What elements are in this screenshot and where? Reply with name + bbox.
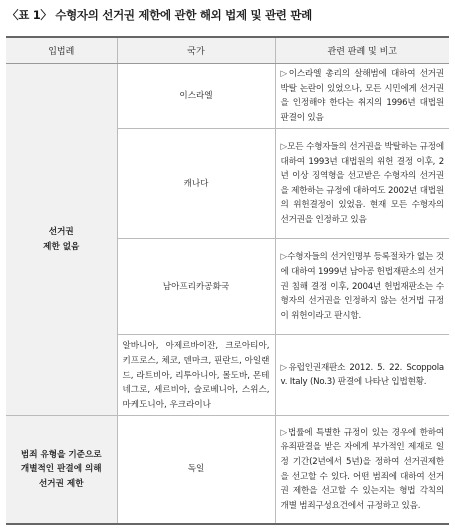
note-cell bbox=[275, 335, 449, 416]
category-no-restriction bbox=[6, 64, 117, 416]
note-text: 수형자들의 선거인명부 등록절차가 없는 것에 대하여 1999년 남아공 헌법재판소의 선거권 침해 결정 이후, 2004년 헌법재판소는 수형자의 선거권을 인정하지 않는 선거법 규정이 위헌이라고 판시함. bbox=[280, 252, 444, 321]
column-header-legislation: 입법례 bbox=[6, 37, 117, 64]
country-cell: 캐나다 bbox=[117, 129, 275, 239]
country-list-cell: 알바니아, 아제르바이잔, 크로아티아, 키프로스, 체코, 덴마크, 핀란드, 아일랜드, 라트비아, 리투아니아, 몰도바, 몬테네그로, 세르비아, 슬로베니아, 스위스, 마케도니아, 우크라이나 bbox=[117, 335, 275, 416]
column-header-country: 국가 bbox=[117, 37, 275, 64]
country-cell: 독일 bbox=[117, 416, 275, 524]
table-row bbox=[6, 64, 449, 129]
table-row bbox=[6, 416, 449, 524]
note-text: 이스라엘 총리의 살해범에 대하여 선거권 박탈 논란이 있었으나, 모든 시민에게 선거권을 인정해야 한다는 취지의 1996년 대법원 판결이 있음 bbox=[280, 69, 444, 123]
arrow-marker-icon: ▷ bbox=[280, 252, 288, 263]
table-title: 〈표 1〉 수형자의 선거권 제한에 관한 해외 법제 및 관련 판례 bbox=[7, 8, 312, 22]
law-comparison-table bbox=[6, 36, 449, 525]
note-cell bbox=[275, 416, 449, 524]
note-text: 유럽인권재판소 2012. 5. 22. Scoppola v. Italy (No.3) 판결에 나타난 입법현황. bbox=[280, 362, 444, 388]
arrow-marker-icon: ▷ bbox=[280, 362, 289, 373]
note-cell bbox=[275, 129, 449, 239]
note-cell bbox=[275, 239, 449, 335]
note-text: 모든 수형자들의 선거권을 박탈하는 규정에 대하여 1993년 대법원의 위헌 결정 이후, 2년 이상 징역형을 선고받은 수형자의 선거권을 제한하는 규정에 대하여도 2002년 대법원의 위헌결정이 있었음. 현재 모든 수형자의 선거권을 인정하고 있음 bbox=[280, 142, 444, 226]
category-label: 범죄 유형을 기준으로 개별적인 판결에 의해 선거권 제한 bbox=[20, 449, 102, 489]
arrow-marker-icon: ▷ bbox=[280, 427, 289, 438]
note-text: 법률에 특별한 규정이 있는 경우에 한하여 유죄판결을 받은 자에게 부가적인 제재로 일정 기간(2년에서 5년)을 정하여 선거권제한을 선고할 수 있다. 어떤 범죄에 대하여 선거권 제한을 선고할 수 있는지는 형법 각칙의 개별 범죄구성요건에서 규정하고 있음. bbox=[280, 427, 444, 511]
category-by-crime-type bbox=[6, 416, 117, 524]
category-label: 선거권 제한 없음 bbox=[43, 227, 80, 252]
country-cell: 남아프리카공화국 bbox=[117, 239, 275, 335]
note-cell bbox=[275, 64, 449, 129]
arrow-marker-icon: ▷ bbox=[280, 69, 289, 79]
arrow-marker-icon: ▷ bbox=[280, 142, 288, 153]
country-cell: 이스라엘 bbox=[117, 64, 275, 129]
column-header-notes: 관련 판례 및 비고 bbox=[275, 37, 449, 64]
table-header-row bbox=[6, 37, 449, 64]
